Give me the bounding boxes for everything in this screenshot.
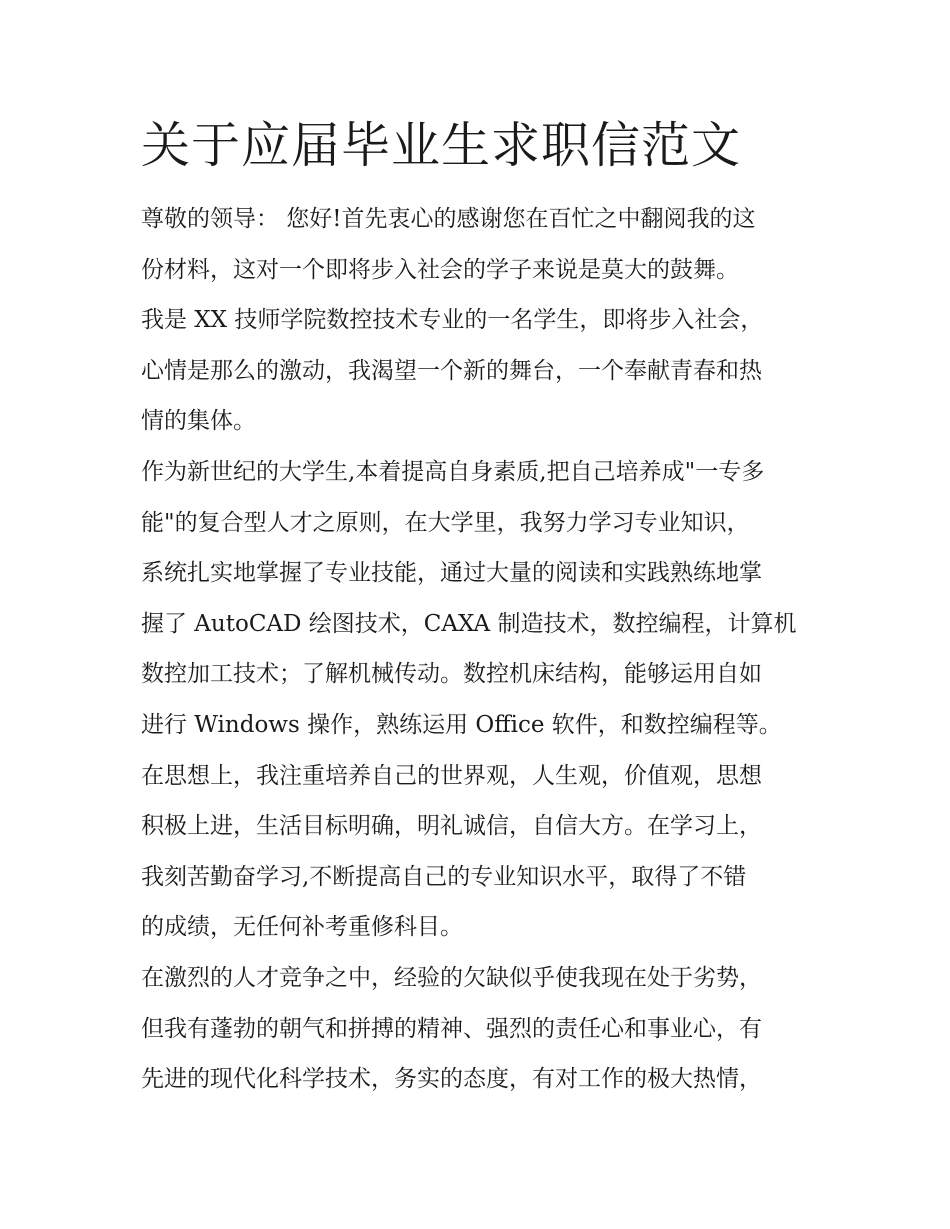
text-line: 心情是那么的激动，我渴望一个新的舞台，一个奉献青春和热	[141, 357, 762, 384]
text-line: 在思想上，我注重培养自己的世界观，人生观，价值观，思想	[141, 762, 762, 789]
text-line: 但我有蓬勃的朝气和拼搏的精神、强烈的责任心和事业心，有	[141, 1015, 762, 1042]
text-line: 我是 XX 技师学院数控技术专业的一名学生，即将步入社会，	[141, 307, 764, 334]
text-line: 的成绩，无任何补考重修科目。	[141, 914, 463, 941]
text-line: 进行 Windows 操作，熟练运用 Office 软件，和数控编程等。	[141, 711, 782, 738]
text-line: 积极上进，生活目标明确，明礼诚信，自信大方。在学习上，	[141, 813, 762, 840]
text-line: 情的集体。	[141, 408, 256, 435]
text-line: 在激烈的人才竞争之中，经验的欠缺似乎使我现在处于劣势，	[141, 964, 762, 991]
text-line: 系统扎实地掌握了专业技能，通过大量的阅读和实践熟练地掌	[141, 560, 762, 587]
text-line: 我刻苦勤奋学习,不断提高自己的专业知识水平，取得了不错	[141, 863, 747, 890]
text-line: 先进的现代化科学技术，务实的态度，有对工作的极大热情，	[141, 1066, 762, 1093]
text-line: 数控加工技术；了解机械传动。数控机床结构，能够运用自如	[141, 661, 762, 688]
text-line: 作为新世纪的大学生,本着提高自身素质,把自己培养成"一专多	[141, 458, 765, 485]
text-line: 握了 AutoCAD 绘图技术，CAXA 制造技术，数控编程，计算机	[141, 610, 797, 637]
document-body	[141, 112, 821, 1105]
document-title: 关于应届毕业生求职信范文	[141, 117, 742, 174]
text-line: 能"的复合型人才之原则，在大学里，我努力学习专业知识，	[141, 509, 750, 536]
text-line: 尊敬的领导： 您好!首先衷心的感谢您在百忙之中翻阅我的这	[141, 206, 756, 232]
document-text	[141, 194, 821, 1105]
text-line: 份材料，这对一个即将步入社会的学子来说是莫大的鼓舞。	[141, 256, 739, 283]
